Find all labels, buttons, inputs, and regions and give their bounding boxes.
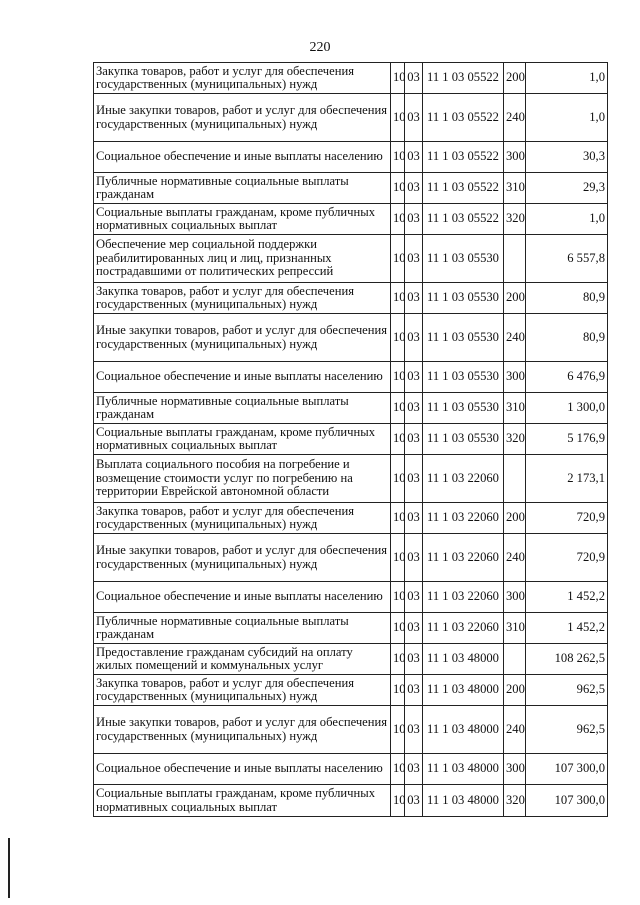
- target-article-code: 11 1 03 05530: [423, 235, 504, 283]
- subsection-code: 03: [405, 362, 423, 393]
- amount: 108 262,5: [526, 644, 608, 675]
- amount: 2 173,1: [526, 455, 608, 503]
- section-code: 10: [391, 204, 405, 235]
- target-article-code: 11 1 03 48000: [423, 675, 504, 706]
- row-name: Выплата социального пособия на погребение и возмещение стоимости услуг по погребению на территории Еврейской автономной области: [94, 455, 391, 503]
- table-row: [94, 503, 608, 534]
- amount: 720,9: [526, 534, 608, 582]
- subsection-code: 03: [405, 235, 423, 283]
- subsection-code: 03: [405, 706, 423, 754]
- row-name: Социальные выплаты гражданам, кроме публичных нормативных социальных выплат: [94, 204, 391, 235]
- subsection-code: 03: [405, 393, 423, 424]
- table-row: [94, 314, 608, 362]
- margin-line: [8, 838, 10, 898]
- table-row: [94, 424, 608, 455]
- table-row: [94, 785, 608, 817]
- amount: 962,5: [526, 706, 608, 754]
- subsection-code: 03: [405, 94, 423, 142]
- expense-type-code: 200: [504, 675, 526, 706]
- section-code: 10: [391, 235, 405, 283]
- expense-type-code: 200: [504, 283, 526, 314]
- expense-type-code: 320: [504, 424, 526, 455]
- row-name: Социальные выплаты гражданам, кроме публичных нормативных социальных выплат: [94, 785, 391, 817]
- table-row: [94, 613, 608, 644]
- section-code: 10: [391, 706, 405, 754]
- section-code: 10: [391, 785, 405, 817]
- subsection-code: 03: [405, 613, 423, 644]
- target-article-code: 11 1 03 05530: [423, 314, 504, 362]
- target-article-code: 11 1 03 22060: [423, 582, 504, 613]
- section-code: 10: [391, 675, 405, 706]
- amount: 1 300,0: [526, 393, 608, 424]
- target-article-code: 11 1 03 48000: [423, 644, 504, 675]
- section-code: 10: [391, 362, 405, 393]
- target-article-code: 11 1 03 05530: [423, 393, 504, 424]
- row-name: Иные закупки товаров, работ и услуг для обеспечения государственных (муниципальных) нужд: [94, 706, 391, 754]
- expense-type-code: 320: [504, 785, 526, 817]
- expense-type-code: 240: [504, 314, 526, 362]
- row-name: Социальное обеспечение и иные выплаты населению: [94, 362, 391, 393]
- budget-table: [93, 62, 608, 817]
- amount: 1,0: [526, 94, 608, 142]
- table-row: [94, 455, 608, 503]
- target-article-code: 11 1 03 05522: [423, 142, 504, 173]
- expense-type-code: 310: [504, 173, 526, 204]
- table-row: [94, 173, 608, 204]
- amount: 1,0: [526, 204, 608, 235]
- table-row: [94, 393, 608, 424]
- section-code: 10: [391, 314, 405, 362]
- table-row: [94, 754, 608, 785]
- row-name: Закупка товаров, работ и услуг для обеспечения государственных (муниципальных) нужд: [94, 63, 391, 94]
- expense-type-code: 200: [504, 503, 526, 534]
- subsection-code: 03: [405, 754, 423, 785]
- target-article-code: 11 1 03 22060: [423, 455, 504, 503]
- subsection-code: 03: [405, 314, 423, 362]
- amount: 962,5: [526, 675, 608, 706]
- subsection-code: 03: [405, 455, 423, 503]
- target-article-code: 11 1 03 05522: [423, 94, 504, 142]
- subsection-code: 03: [405, 204, 423, 235]
- table-row: [94, 283, 608, 314]
- amount: 107 300,0: [526, 754, 608, 785]
- amount: 80,9: [526, 283, 608, 314]
- row-name: Закупка товаров, работ и услуг для обеспечения государственных (муниципальных) нужд: [94, 675, 391, 706]
- amount: 6 476,9: [526, 362, 608, 393]
- section-code: 10: [391, 393, 405, 424]
- row-name: Публичные нормативные социальные выплаты гражданам: [94, 393, 391, 424]
- table-row: [94, 63, 608, 94]
- expense-type-code: [504, 235, 526, 283]
- subsection-code: 03: [405, 675, 423, 706]
- table-row: [94, 204, 608, 235]
- section-code: 10: [391, 754, 405, 785]
- section-code: 10: [391, 582, 405, 613]
- row-name: Публичные нормативные социальные выплаты гражданам: [94, 613, 391, 644]
- page-number: 220: [309, 40, 331, 55]
- row-name: Иные закупки товаров, работ и услуг для обеспечения государственных (муниципальных) нужд: [94, 314, 391, 362]
- amount: 720,9: [526, 503, 608, 534]
- table-row: [94, 362, 608, 393]
- table-row: [94, 675, 608, 706]
- amount: 1 452,2: [526, 582, 608, 613]
- target-article-code: 11 1 03 05530: [423, 362, 504, 393]
- section-code: 10: [391, 173, 405, 204]
- table-row: [94, 94, 608, 142]
- subsection-code: 03: [405, 283, 423, 314]
- target-article-code: 11 1 03 05530: [423, 424, 504, 455]
- section-code: 10: [391, 644, 405, 675]
- subsection-code: 03: [405, 582, 423, 613]
- expense-type-code: 300: [504, 582, 526, 613]
- table-row: [94, 235, 608, 283]
- amount: 29,3: [526, 173, 608, 204]
- amount: 6 557,8: [526, 235, 608, 283]
- section-code: 10: [391, 503, 405, 534]
- expense-type-code: 310: [504, 393, 526, 424]
- expense-type-code: 300: [504, 362, 526, 393]
- target-article-code: 11 1 03 48000: [423, 785, 504, 817]
- subsection-code: 03: [405, 534, 423, 582]
- subsection-code: 03: [405, 785, 423, 817]
- target-article-code: 11 1 03 05530: [423, 283, 504, 314]
- section-code: 10: [391, 142, 405, 173]
- amount: 30,3: [526, 142, 608, 173]
- section-code: 10: [391, 455, 405, 503]
- subsection-code: 03: [405, 173, 423, 204]
- subsection-code: 03: [405, 424, 423, 455]
- amount: 1 452,2: [526, 613, 608, 644]
- table-row: [94, 534, 608, 582]
- target-article-code: 11 1 03 48000: [423, 754, 504, 785]
- row-name: Иные закупки товаров, работ и услуг для обеспечения государственных (муниципальных) нужд: [94, 94, 391, 142]
- table-row: [94, 582, 608, 613]
- target-article-code: 11 1 03 48000: [423, 706, 504, 754]
- section-code: 10: [391, 534, 405, 582]
- expense-type-code: [504, 455, 526, 503]
- row-name: Социальное обеспечение и иные выплаты населению: [94, 582, 391, 613]
- target-article-code: 11 1 03 22060: [423, 613, 504, 644]
- amount: 107 300,0: [526, 785, 608, 817]
- row-name: Социальное обеспечение и иные выплаты населению: [94, 754, 391, 785]
- subsection-code: 03: [405, 63, 423, 94]
- expense-type-code: 200: [504, 63, 526, 94]
- amount: 5 176,9: [526, 424, 608, 455]
- row-name: Закупка товаров, работ и услуг для обеспечения государственных (муниципальных) нужд: [94, 503, 391, 534]
- row-name: Иные закупки товаров, работ и услуг для обеспечения государственных (муниципальных) нужд: [94, 534, 391, 582]
- section-code: 10: [391, 94, 405, 142]
- amount: 80,9: [526, 314, 608, 362]
- subsection-code: 03: [405, 503, 423, 534]
- target-article-code: 11 1 03 05522: [423, 204, 504, 235]
- section-code: 10: [391, 63, 405, 94]
- section-code: 10: [391, 613, 405, 644]
- amount: 1,0: [526, 63, 608, 94]
- target-article-code: 11 1 03 05522: [423, 173, 504, 204]
- expense-type-code: 310: [504, 613, 526, 644]
- target-article-code: 11 1 03 22060: [423, 503, 504, 534]
- expense-type-code: 240: [504, 534, 526, 582]
- table-row: [94, 644, 608, 675]
- target-article-code: 11 1 03 22060: [423, 534, 504, 582]
- row-name: Обеспечение мер социальной поддержки реабилитированных лиц и лиц, признанных пострадавшими от политических репрессий: [94, 235, 391, 283]
- row-name: Социальное обеспечение и иные выплаты населению: [94, 142, 391, 173]
- expense-type-code: [504, 644, 526, 675]
- target-article-code: 11 1 03 05522: [423, 63, 504, 94]
- table-row: [94, 142, 608, 173]
- expense-type-code: 300: [504, 754, 526, 785]
- expense-type-code: 320: [504, 204, 526, 235]
- section-code: 10: [391, 424, 405, 455]
- subsection-code: 03: [405, 644, 423, 675]
- table-row: [94, 706, 608, 754]
- expense-type-code: 300: [504, 142, 526, 173]
- row-name: Закупка товаров, работ и услуг для обеспечения государственных (муниципальных) нужд: [94, 283, 391, 314]
- expense-type-code: 240: [504, 706, 526, 754]
- section-code: 10: [391, 283, 405, 314]
- row-name: Публичные нормативные социальные выплаты гражданам: [94, 173, 391, 204]
- subsection-code: 03: [405, 142, 423, 173]
- row-name: Социальные выплаты гражданам, кроме публичных нормативных социальных выплат: [94, 424, 391, 455]
- row-name: Предоставление гражданам субсидий на оплату жилых помещений и коммунальных услуг: [94, 644, 391, 675]
- expense-type-code: 240: [504, 94, 526, 142]
